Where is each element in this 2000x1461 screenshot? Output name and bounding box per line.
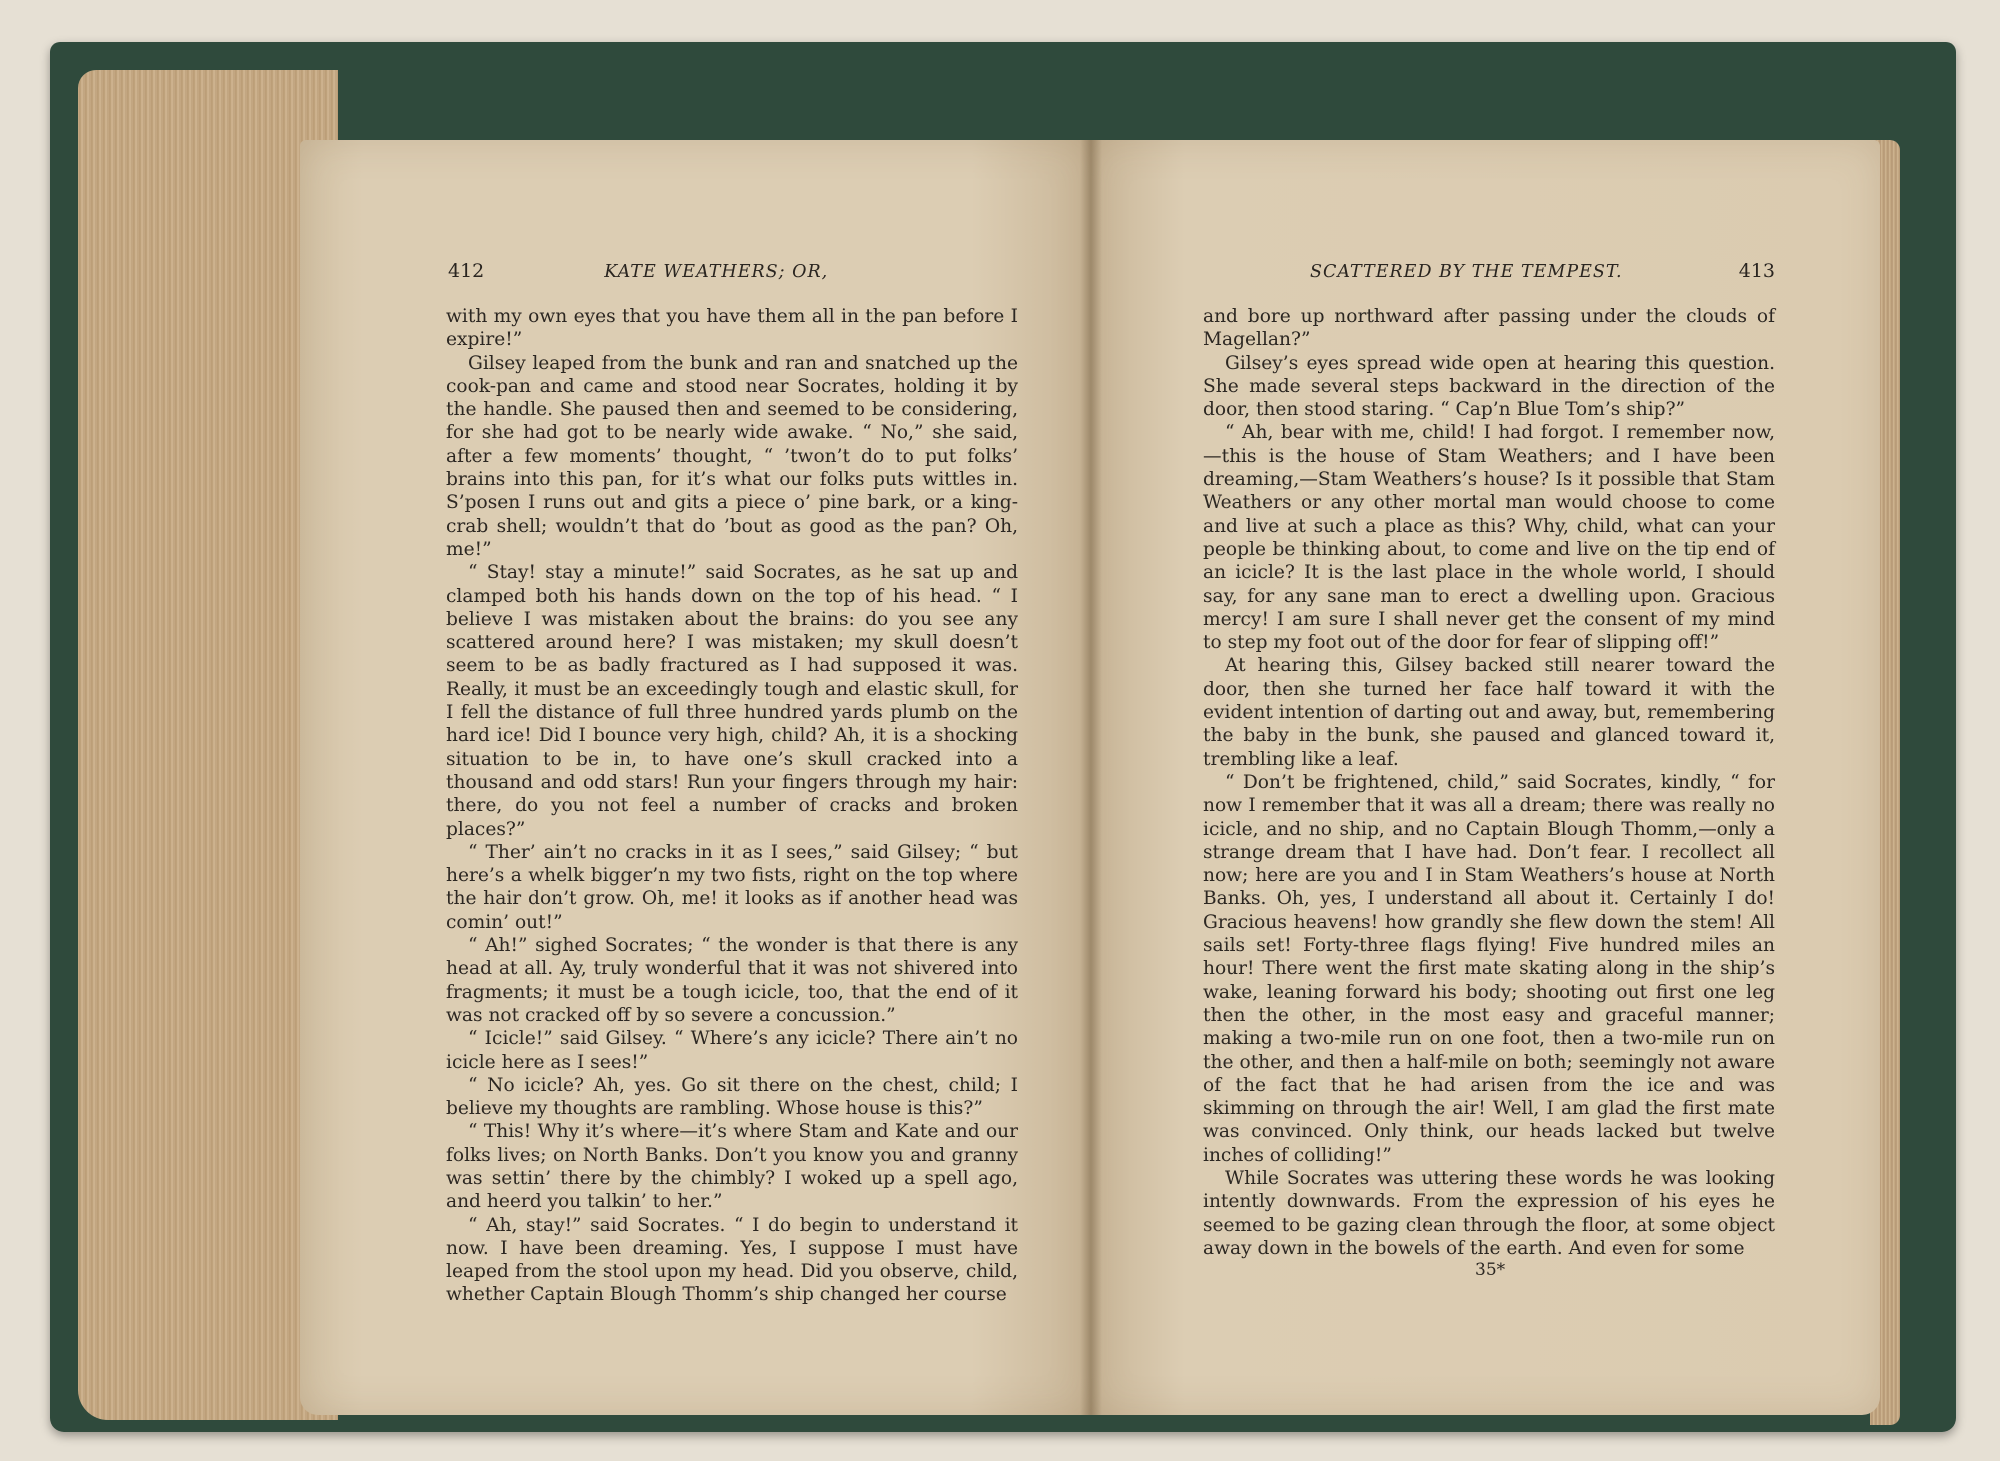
paragraph: with my own eyes that you have them all in the pan before I expire!” xyxy=(446,306,1018,351)
paragraph: “ This! Why it’s where—it’s where Stam and Kate and our folks lives; on North Banks. Don’t you know you and granny was settin’ there by the chimbly? I woked up a spell ago, and heerd you talkin’ to her.” xyxy=(446,1121,1018,1213)
paragraph: “ Ther’ ain’t no cracks in it as I sees,” said Gilsey; “ but here’s a whelk bigger’n my two fists, right on the top where the hair don’t grow. Oh, me! it looks as if another head was comin’ out!” xyxy=(446,841,1018,933)
left-page-text xyxy=(446,305,1018,1307)
right-page-number: 413 xyxy=(1738,260,1775,282)
paragraph: “ Ah!” sighed Socrates; “ the wonder is that there is any head at all. Ay, truly wonderful that it was not shivered into fragments; it must be a tough icicle, too, that the end of it was not cracked off by so severe a concussion.” xyxy=(446,935,1018,1026)
paragraph: and bore up northward after passing under the clouds of Magellan?” xyxy=(1203,306,1775,351)
paragraph: Gilsey leaped from the bunk and ran and snatched up the cook-pan and came and stood near Socrates, holding it by the handle. She paused then and seemed to be considering, for she had got to be nearly wide awake. “ No,” she said, after a few moments’ thought, “ ’twon’t do to put folks’ brains into this pan, for it’s what our folks puts wittles in. S’posen I runs out and gits a piece o’ pine bark, or a king-crab shell; wouldn’t that do ’bout as good as the pan? Oh, me!” xyxy=(446,352,1018,560)
paragraph: While Socrates was uttering these words he was looking intently downwards. From the expression of his eyes he seemed to be gazing clean through the floor, at some object away down in the bowels of the earth. And even for some xyxy=(1203,1167,1775,1259)
book-gutter xyxy=(1080,140,1102,1415)
left-running-title: KATE WEATHERS; OR, xyxy=(604,262,829,282)
paragraph: “ Icicle!” said Gilsey. “ Where’s any icicle? There ain’t no icicle here as I sees!” xyxy=(446,1028,1018,1073)
paragraph: Gilsey’s eyes spread wide open at hearing this question. She made several steps backward in the direction of the door, then stood staring. “ Cap’n Blue Tom’s ship?” xyxy=(1203,352,1775,421)
paragraph: “ No icicle? Ah, yes. Go sit there on the chest, child; I believe my thoughts are rambling. Whose house is this?” xyxy=(446,1074,1018,1120)
left-running-head xyxy=(448,260,1022,290)
paragraph: “ Don’t be frightened, child,” said Socrates, kindly, “ for now I remember that it was all a dream; there was really no icicle, and no ship, and no Captain Blough Thomm,—only a strange dream that I have had. Don’t fear. I recollect all now; here are you and I in Stam Weathers’s house at North Banks. Oh, yes, I understand all about it. Certainly I do! Gracious heavens! how grandly she flew down the stem! All sails set! Forty-three flags flying! Five hundred miles an hour! There went the first mate skating along in the ship’s wake, leaning forward his body; shooting out first one leg then the other, in the most easy and graceful manner; making a two-mile run on one foot, then a two-mile run on the other, and then a half-mile on both; seemingly not aware of the fact that he had arisen from the ice and was skimming on through the air! Well, I am glad the first mate was convinced. Only think, our heads lacked but twelve inches of colliding!” xyxy=(1203,771,1775,1166)
right-running-title: SCATTERED BY THE TEMPEST. xyxy=(1310,262,1623,282)
right-page-text xyxy=(1203,305,1775,1260)
paragraph: “ Ah, bear with me, child! I had forgot. I remember now,—this is the house of Stam Weathers; and I have been dreaming,—Stam Weathers’s house? Is it possible that Stam Weathers or any other mortal man would choose to come and live at such a place as this? Why, child, what can your people be thinking about, to come and live on the tip end of an icicle? It is the last place in the whole world, I should say, for any sane man to erect a dwelling upon. Gracious mercy! I am sure I shall never get the consent of my mind to step my foot out of the door for fear of slipping off!” xyxy=(1203,422,1775,654)
paragraph: At hearing this, Gilsey backed still nearer toward the door, then she turned her face half toward it with the evident intention of darting out and away, but, remembering the baby in the bunk, she paused and glanced toward it, trembling like a leaf. xyxy=(1203,655,1775,770)
page-edges-left xyxy=(78,70,338,1420)
paragraph: “ Stay! stay a minute!” said Socrates, as he sat up and clamped both his hands down on the top of his head. “ I believe I was mistaken about the brains: do you see any scattered around here? I was mistaken; my skull doesn’t seem to be as badly fractured as I had supposed it was. Really, it must be an exceedingly tough and elastic skull, for I fell the distance of full three hundred yards plumb on the hard ice! Did I bounce very high, child? Ah, it is a shocking situation to be in, to have one’s skull cracked into a thousand and odd stars! Run your fingers through my hair: there, do you not feel a number of cracks and broken places?” xyxy=(446,562,1018,840)
left-page-number: 412 xyxy=(448,260,485,282)
signature-mark: 35* xyxy=(1475,1260,1506,1280)
paragraph: “ Ah, stay!” said Socrates. “ I do begin to understand it now. I have been dreaming. Yes, I suppose I must have leaped from the stool upon my head. Did you observe, child, whether Captain Blough Thomm’s ship changed her course xyxy=(446,1214,1018,1306)
right-running-head xyxy=(1205,260,1775,290)
